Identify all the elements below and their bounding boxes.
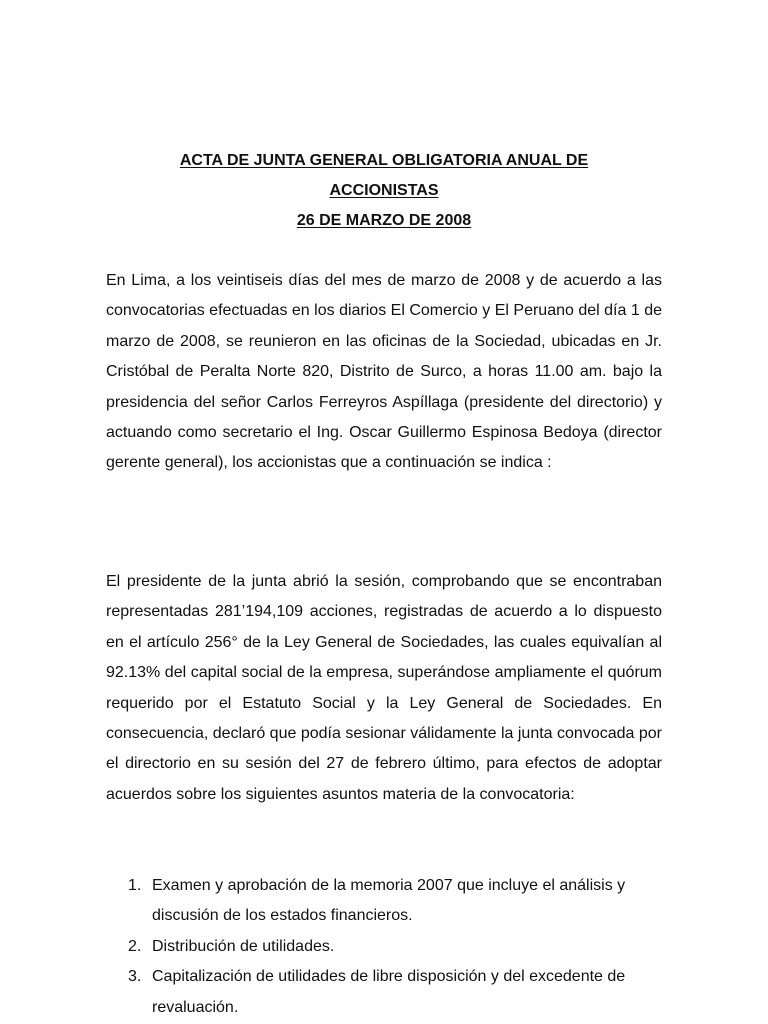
document-title-block: [100, 146, 668, 236]
agenda-item-number: 3.: [128, 968, 142, 986]
agenda-item-text: Capitalización de utilidades de libre disposición y del excedente de revaluación.: [152, 968, 626, 1016]
agenda-item-number: 1.: [128, 877, 142, 894]
agenda-item-number: 2.: [128, 937, 142, 955]
quorum-paragraph: El presidente de la junta abrió la sesión, comprobando que se encontraban representadas 281’194,109 acciones, registradas de acuerdo a lo dispuesto en el artículo 256° de la Ley General de Sociedades, las cuales equivalían al 92.13% del capital social de la empresa, superándose ampliamente el quórum requerido por el Estatuto Social y la Ley General de Sociedades. En consecuencia, declaró que podía sesionar válidamente la junta convocada por el directorio en su sesión del 27 de febrero último, para efectos de adoptar acuerdos sobre los siguientes asuntos materia de la convocatoria:: [106, 573, 662, 803]
opening-paragraph: En Lima, a los veintiseis días del mes de marzo de 2008 y de acuerdo a las convocatorias efectuadas en los diarios El Comercio y El Peruano del día 1 de marzo de 2008, se reunieron en las oficinas de la Sociedad, ubicadas en Jr. Cristóbal de Peralta Norte 820, Distrito de Surco, a horas 11.00 am. bajo la presidencia del señor Carlos Ferreyros Aspíllaga (presidente del directorio) y actuando como secretario el Ing. Oscar Guillermo Espinosa Bedoya (director gerente general), los accionistas que a continuación se indica :: [106, 272, 662, 472]
agenda-item: [106, 871, 662, 932]
agenda-item: [106, 932, 662, 962]
agenda-item-text: Distribución de utilidades.: [152, 937, 335, 955]
document-date: 26 DE MARZO DE 2008: [296, 212, 472, 229]
agenda-list: [106, 871, 662, 1023]
agenda-item-text: Examen y aprobación de la memoria 2007 que incluye el análisis y discusión de los estados financieros.: [152, 877, 626, 925]
document-title-line-1: ACTA DE JUNTA GENERAL OBLIGATORIA ANUAL DE: [179, 152, 589, 169]
agenda-item: [106, 962, 662, 1023]
document-title-line-2: ACCIONISTAS: [329, 182, 439, 199]
